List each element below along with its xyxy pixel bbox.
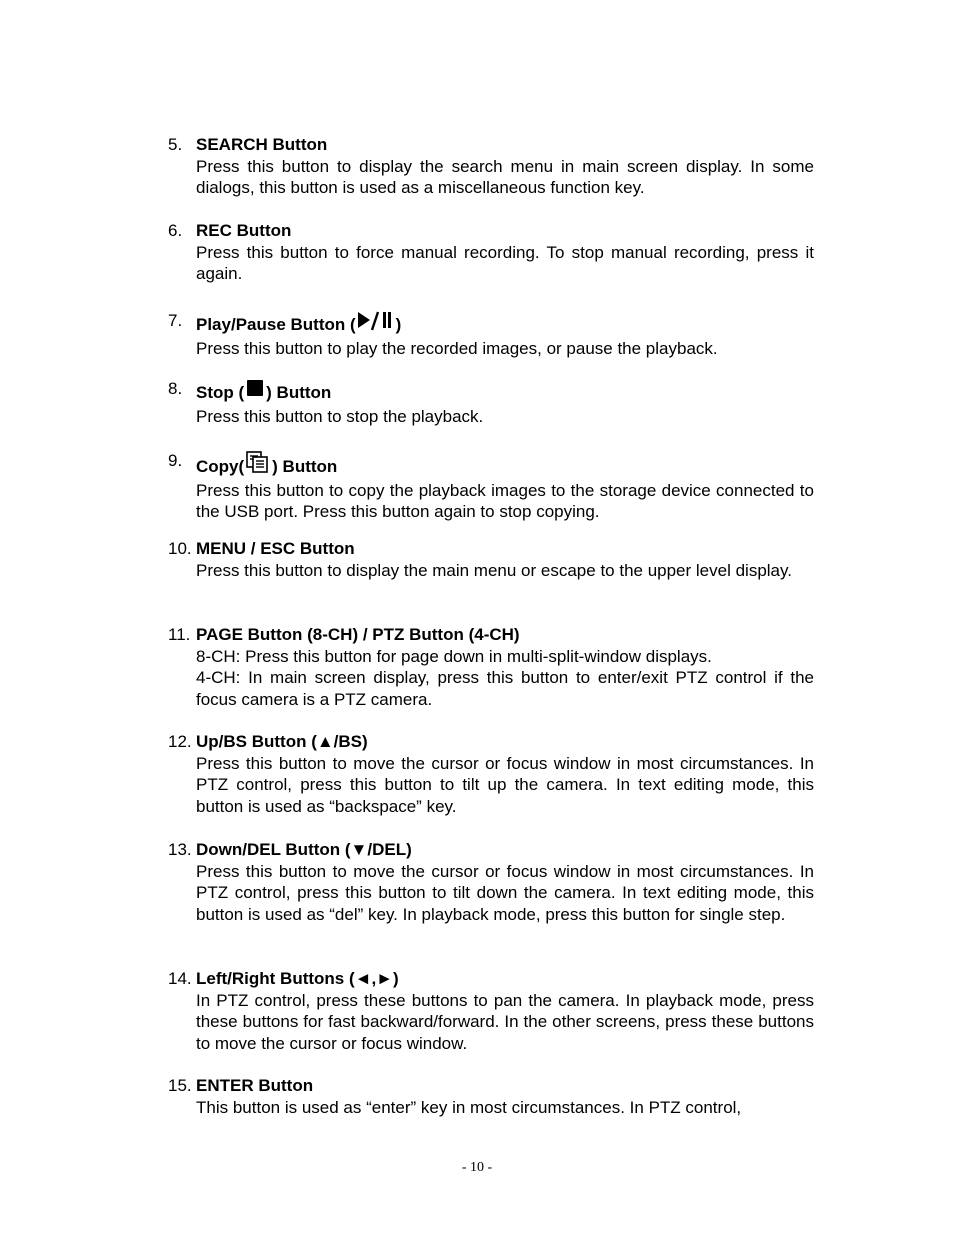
item-description: This button is used as “enter” key in most circumstances. In PTZ control, xyxy=(196,1097,742,1117)
item-title-prefix: Copy( xyxy=(196,457,245,476)
stop-icon xyxy=(244,378,266,406)
item-description: Press this button to display the main menu or escape to the upper level display. xyxy=(196,560,792,580)
item-title-prefix: Play/Pause Button ( xyxy=(196,315,356,334)
item-number: 7. xyxy=(168,311,183,330)
item-title: SEARCH Button xyxy=(196,135,328,154)
item-number: 14. xyxy=(168,969,192,988)
list-item-copy xyxy=(168,450,814,523)
list-item-rec xyxy=(168,220,814,285)
list-item-search xyxy=(168,134,814,199)
item-description: Press this button to copy the playback images to the storage device connected to the USB port. Press this button again to stop copying. xyxy=(196,480,814,521)
list-item-play-pause xyxy=(168,310,814,359)
item-description: Press this button to stop the playback. xyxy=(196,406,484,426)
item-description: Press this button to play the recorded images, or pause the playback. xyxy=(196,338,718,358)
list-item-menu-esc xyxy=(168,538,814,581)
item-title: ENTER Button xyxy=(196,1076,314,1095)
item-description: Press this button to display the search menu in main screen display. In some dialogs, this button is used as a miscellaneous function key. xyxy=(196,156,814,197)
list-item-stop xyxy=(168,378,814,427)
list-item-up-bs xyxy=(168,731,814,817)
page-number: - 10 - xyxy=(461,1160,493,1175)
item-title xyxy=(196,450,814,480)
item-description-4ch: 4-CH: In main screen display, press this button to enter/exit PTZ control if the focus camera is a PTZ camera. xyxy=(196,668,814,709)
item-title: PAGE Button (8-CH) / PTZ Button (4-CH) xyxy=(196,625,520,644)
item-title: MENU / ESC Button xyxy=(196,539,355,558)
item-description: In PTZ control, press these buttons to pan the camera. In playback mode, press these buttons for fast backward/forward. In the other screens, press these buttons to move the cursor or focus window. xyxy=(196,990,814,1053)
item-number: 12. xyxy=(168,732,192,751)
item-title xyxy=(196,310,814,338)
item-title: REC Button xyxy=(196,221,292,240)
list-item-down-del xyxy=(168,839,814,925)
item-number: 9. xyxy=(168,451,183,470)
list-item-enter xyxy=(168,1075,814,1118)
item-title xyxy=(196,378,814,406)
item-number: 11. xyxy=(168,625,191,644)
item-description: Press this button to move the cursor or focus window in most circumstances. In PTZ control, press this button to tilt up the camera. In text editing mode, this button is used as “backspace” key. xyxy=(196,753,814,816)
item-number: 13. xyxy=(168,840,192,859)
list-item-left-right xyxy=(168,968,814,1054)
item-title-suffix: ) Button xyxy=(272,457,338,476)
item-title: Up/BS Button (▲/BS) xyxy=(196,732,368,751)
item-number: 8. xyxy=(168,379,183,398)
item-title-suffix: ) xyxy=(395,315,402,334)
list-item-page-ptz xyxy=(168,624,814,710)
item-number: 5. xyxy=(168,135,183,154)
item-number: 6. xyxy=(168,221,183,240)
item-number: 15. xyxy=(168,1076,192,1095)
item-title: Down/DEL Button (▼/DEL) xyxy=(196,840,412,859)
copy-icon xyxy=(244,450,272,480)
item-title: Left/Right Buttons (◄,►) xyxy=(196,969,399,988)
item-number: 10. xyxy=(168,539,192,558)
item-description: Press this button to move the cursor or focus window in most circumstances. In PTZ control, press this button to tilt down the camera. In text editing mode, this button is used as “del” key. In playback mode, press this button for single step. xyxy=(196,861,814,924)
item-title-prefix: Stop ( xyxy=(196,383,245,402)
play-pause-icon xyxy=(356,310,396,338)
item-description-8ch: 8-CH: Press this button for page down in multi-split-window displays. xyxy=(196,646,712,666)
item-title-suffix: ) Button xyxy=(266,383,332,402)
item-description: Press this button to force manual recording. To stop manual recording, press it again. xyxy=(196,242,814,283)
